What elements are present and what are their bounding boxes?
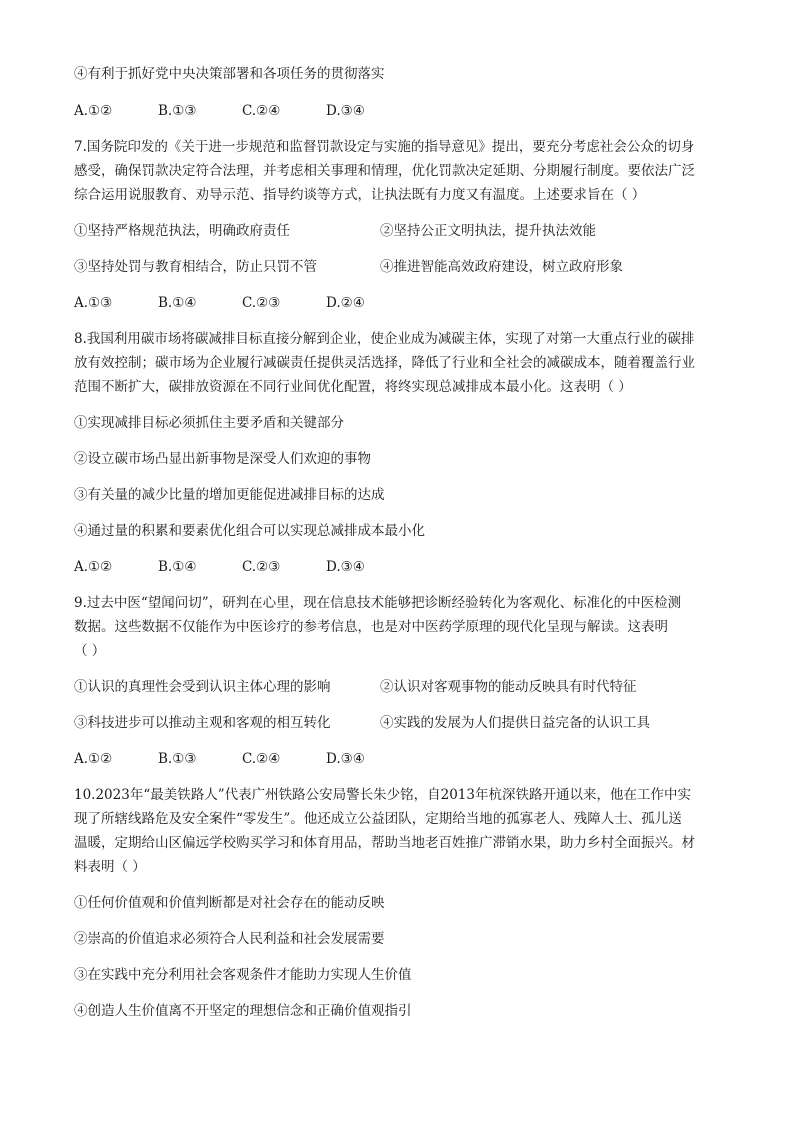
q7-option-c: C.②③ xyxy=(242,295,281,311)
q9-option-b: B.①③ xyxy=(158,751,197,767)
q9-option-d: D.③④ xyxy=(326,751,365,767)
q7-item-4: ④推进智能高效政府建设，树立政府形象 xyxy=(380,259,623,275)
q10-stem-line-1: 10.2023年“最美铁路人”代表广州铁路公安局警长朱少铭，自2013年杭深铁路开通以来，他在工作中实 xyxy=(74,787,691,803)
q7-option-b: B.①④ xyxy=(158,295,197,311)
q9-item-4: ④实践的发展为人们提供日益完备的认识工具 xyxy=(380,715,650,731)
q8-option-c: C.②③ xyxy=(242,559,281,575)
q8-option-d: D.③④ xyxy=(326,559,365,575)
q9-item-2: ②认识对客观事物的能动反映具有时代特征 xyxy=(380,679,637,695)
q6-option-c: C.②④ xyxy=(242,103,281,119)
q8-item-1: ①实现减排目标必须抓住主要矛盾和关键部分 xyxy=(74,415,344,431)
q8-stem-line-3: 范围不断扩大，碳排放资源在不同行业间优化配置，将终实现总减排成本最小化。这表明（ ） xyxy=(74,379,632,395)
q7-stem-line-1: 7.国务院印发的《关于进一步规范和监督罚款设定与实施的指导意见》提出，要充分考虑社会公众的切身 xyxy=(74,139,695,155)
q7-option-a: A.①③ xyxy=(74,295,113,311)
q6-option-d: D.③④ xyxy=(326,103,365,119)
q7-item-3: ③坚持处罚与教育相结合，防止只罚不管 xyxy=(74,259,317,275)
q7-option-d: D.②④ xyxy=(326,295,365,311)
q6-option-a: A.①② xyxy=(74,103,113,119)
q8-item-3: ③有关量的减少比量的增加更能促进减排目标的达成 xyxy=(74,487,385,503)
q10-stem-line-2: 现了所辖线路危及安全案件“零发生”。他还成立公益团队，定期给当地的孤寡老人、残障人士、孤儿送 xyxy=(74,811,682,827)
q10-item-1: ①任何价值观和价值判断都是对社会存在的能动反映 xyxy=(74,895,385,911)
q10-item-2: ②崇高的价值追求必须符合人民利益和社会发展需要 xyxy=(74,931,385,947)
q8-item-2: ②设立碳市场凸显出新事物是深受人们欢迎的事物 xyxy=(74,451,371,467)
q7-stem-line-3: 综合运用说服教育、劝导示范、指导约谈等方式，让执法既有力度又有温度。上述要求旨在（ ） xyxy=(74,187,646,203)
q8-option-a: A.①② xyxy=(74,559,113,575)
q10-item-4: ④创造人生价值离不开坚定的理想信念和正确价值观指引 xyxy=(74,1003,412,1019)
q6-item-4: ④有利于抓好党中央决策部署和各项任务的贯彻落实 xyxy=(74,66,385,82)
q8-item-4: ④通过量的积累和要素优化组合可以实现总减排成本最小化 xyxy=(74,523,425,539)
q9-stem-line-1: 9.过去中医“望闻问切”，研判在心里，现在信息技术能够把诊断经验转化为客观化、标准化的中医检测 xyxy=(74,595,682,611)
q6-option-b: B.①③ xyxy=(158,103,197,119)
q9-stem-line-2: 数据。这些数据不仅能作为中医诊疗的参考信息，也是对中医药学原理的现代化呈现与解读。这表明 xyxy=(74,619,668,635)
q7-stem-line-2: 感受，确保罚款决定符合法理，并考虑相关事理和情理，优化罚款决定延期、分期履行制度。要依法广泛 xyxy=(74,163,695,179)
q9-item-3: ③科技进步可以推动主观和客观的相互转化 xyxy=(74,715,331,731)
q7-item-2: ②坚持公正文明执法，提升执法效能 xyxy=(380,223,596,239)
q9-option-a: A.①② xyxy=(74,751,113,767)
q10-stem-line-4: 料表明（ ） xyxy=(74,859,146,875)
q9-option-c: C.②④ xyxy=(242,751,281,767)
q8-option-b: B.①④ xyxy=(158,559,197,575)
q9-options xyxy=(74,749,410,769)
q8-stem-line-2: 放有效控制；碳市场为企业履行减碳责任提供灵活选择，降低了行业和全社会的减碳成本，随着覆盖行业 xyxy=(74,355,695,371)
q7-options xyxy=(74,293,410,313)
q9-item-1: ①认识的真理性会受到认识主体心理的影响 xyxy=(74,679,331,695)
q6-options xyxy=(74,101,410,121)
q7-item-1: ①坚持严格规范执法，明确政府责任 xyxy=(74,223,290,239)
q8-options xyxy=(74,557,410,577)
q10-item-3: ③在实践中充分利用社会客观条件才能助力实现人生价值 xyxy=(74,967,412,983)
q10-stem-line-3: 温暖，定期给山区偏远学校购买学习和体育用品，帮助当地老百姓推广滞销水果，助力乡村全面振兴。材 xyxy=(74,835,695,851)
q8-stem-line-1: 8.我国利用碳市场将碳减排目标直接分解到企业，使企业成为减碳主体，实现了对第一大重点行业的碳排 xyxy=(74,331,695,347)
q9-stem-line-3: （ ） xyxy=(74,643,106,659)
